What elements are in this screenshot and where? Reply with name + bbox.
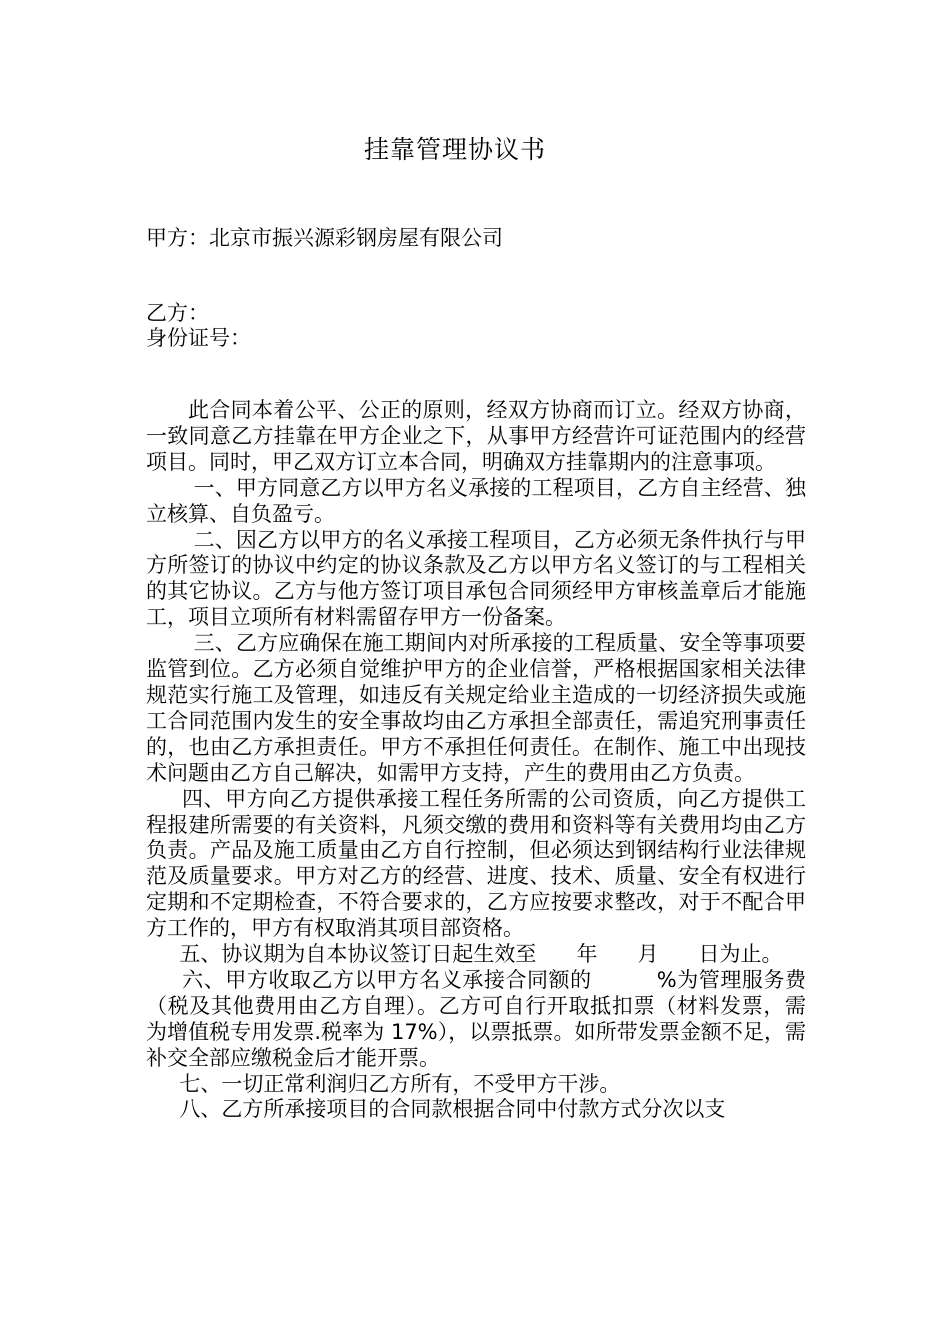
clause-5: 五、协议期为自本协议签订日起生效至 年 月 日为止。 [146,942,783,967]
clause-2: 二、因乙方以甲方的名义承接工程项目，乙方必须无条件执行与甲方所签订的协议中约定的协议条款及乙方以甲方名义签订的与工程相关的其它协议。乙方与他方签订项目承包合同须经甲方审核盖章后才能施工，项目立项所有材料需留存甲方一份备案。 [146,527,807,630]
clause-1: 一、甲方同意乙方以甲方名义承接的工程项目，乙方自主经营、独立核算、自负盈亏。 [146,475,807,526]
clause-4: 四、甲方向乙方提供承接工程任务所需的公司资质，向乙方提供工程报建所需要的有关资料，凡须交缴的费用和资料等有关费用均由乙方负责。产品及施工质量由乙方自行控制，但必须达到钢结构行业法律规范及质量要求。甲方对乙方的经营、进度、技术、质量、安全有权进行定期和不定期检查，不符合要求的，乙方应按要求整改，对于不配合甲方工作的，甲方有权取消其项目部资格。 [146,786,806,941]
intro-paragraph: 此合同本着公平、公正的原则，经双方协商而订立。经双方协商，一致同意乙方挂靠在甲方企业之下，从事甲方经营许可证范围内的经营项目。同时，甲乙双方订立本合同，明确双方挂靠期内的注意事项。 [146,398,806,474]
clause-6: 六、甲方收取乙方以甲方名义承接合同额的 %为管理服务费（税及其他费用由乙方自理）。乙方可自行开取抵扣票（材料发票，需为增值税专用发票.税率为 17%），以票抵票。如所带发票金额不足，需补交全部应缴税金后才能开票。 [146,967,806,1070]
agreement-body [146,398,806,1123]
clause-3: 三、乙方应确保在施工期间内对所承接的工程质量、安全等事项要监管到位。乙方必须自觉维护甲方的企业信誉，严格根据国家相关法律规范实行施工及管理，如违反有关规定给业主造成的一切经济损失或施工合同范围内发生的安全事故均由乙方承担全部责任，需追究刑事责任的，也由乙方承担责任。甲方不承担任何责任。在制作、施工中出现技术问题由乙方自己解决，如需甲方支持，产生的费用由乙方负责。 [146,631,807,785]
document-title: 挂靠管理协议书 [363,135,546,164]
id-number-line: 身份证号： [146,326,251,350]
clause-7: 七、一切正常利润归乙方所有，不受甲方干涉。 [146,1071,621,1096]
clause-8: 八、乙方所承接项目的合同款根据合同中付款方式分次以支 [146,1097,726,1122]
party-b-line: 乙方： [146,301,209,325]
party-a-line: 甲方：北京市振兴源彩钢房屋有限公司 [146,226,503,250]
